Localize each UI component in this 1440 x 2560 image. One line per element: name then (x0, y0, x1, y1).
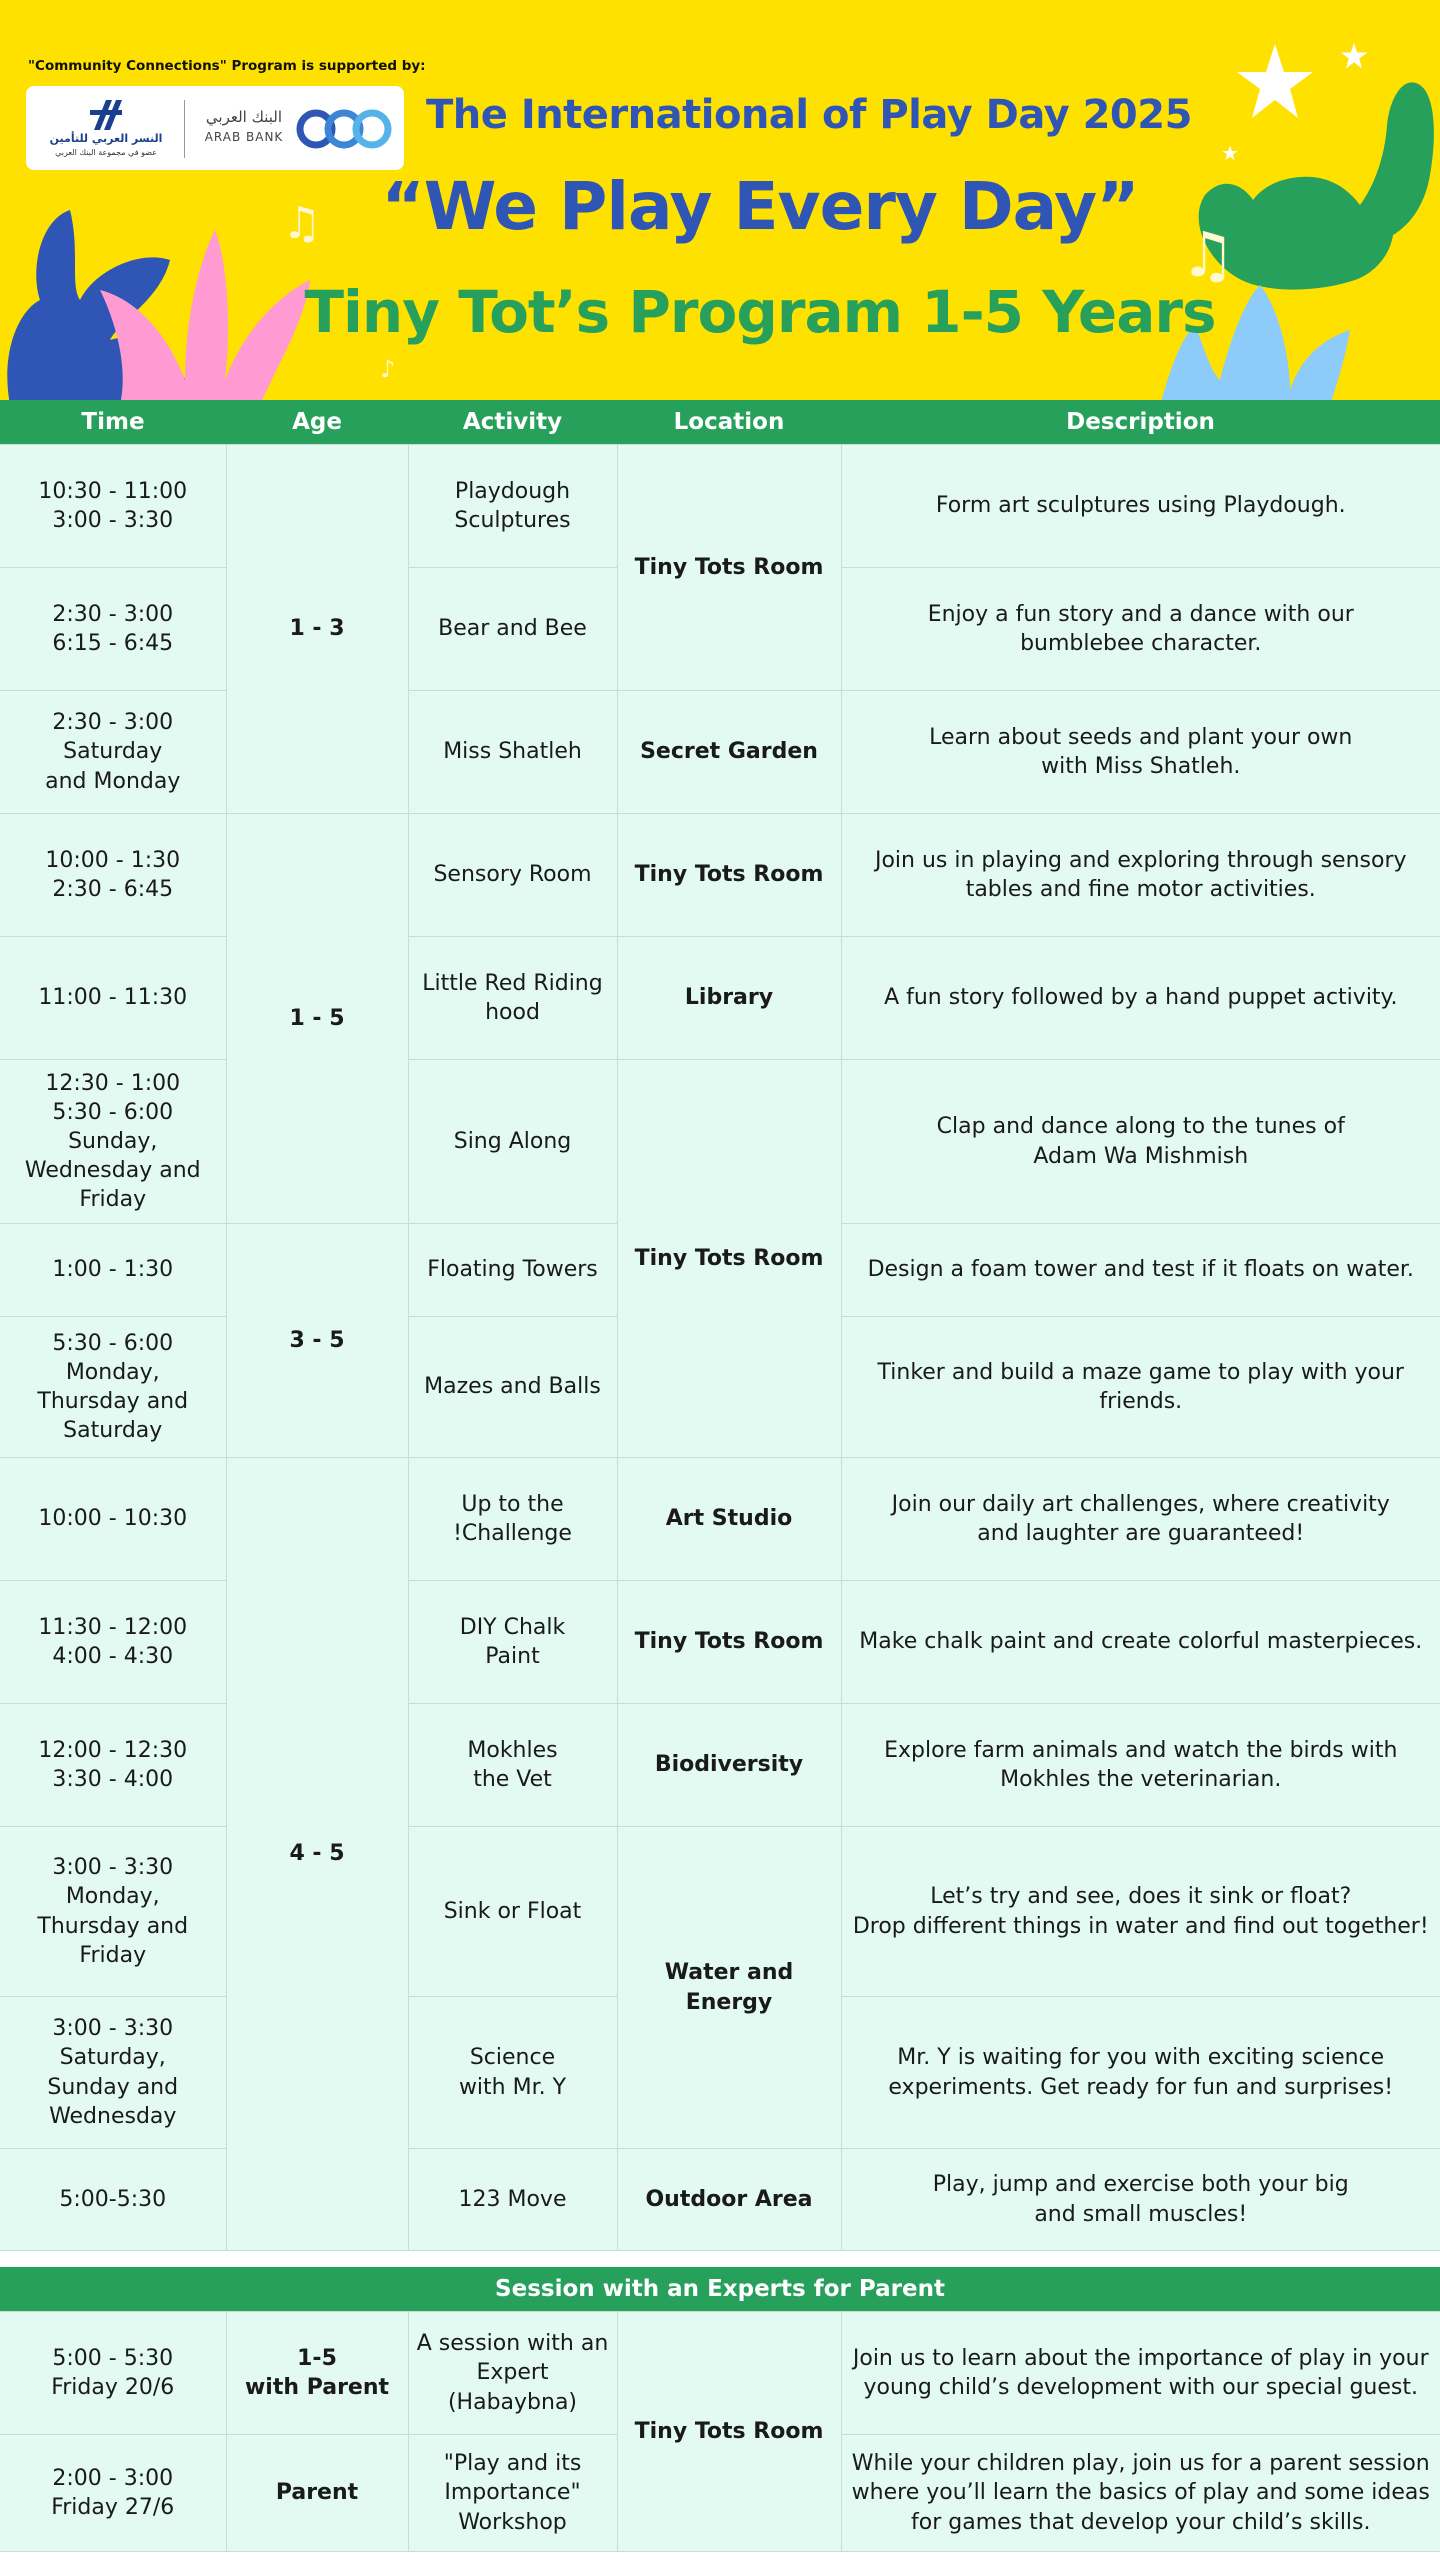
table-row (0, 1060, 1440, 1224)
location-cell: Biodiversity (617, 1704, 841, 1827)
activity-cell: DIY Chalk Paint (408, 1581, 617, 1704)
location-cell: Tiny Tots Room (617, 445, 841, 691)
description-cell: A fun story followed by a hand puppet activity. (841, 937, 1440, 1060)
arab-bank-english-name: ARAB BANK (204, 130, 284, 144)
description-cell: Play, jump and exercise both your big and small muscles! (841, 2149, 1440, 2251)
table-row (0, 691, 1440, 814)
activity-cell: Mazes and Balls (408, 1317, 617, 1458)
arab-bank-logo-icon (296, 106, 392, 152)
age-cell: 1-5 with Parent (226, 2312, 408, 2435)
activity-cell: Sink or Float (408, 1827, 617, 1997)
time-cell: 5:30 - 6:00 Monday, Thursday and Saturday (0, 1317, 226, 1458)
sponsor-logos (26, 86, 404, 170)
location-cell: Secret Garden (617, 691, 841, 814)
header-banner (0, 0, 1440, 400)
table-row (0, 2312, 1440, 2435)
age-cell: 1 - 5 (226, 814, 408, 1224)
time-cell: 2:30 - 3:00 Saturday and Monday (0, 691, 226, 814)
description-cell: Learn about seeds and plant your own with Miss Shatleh. (841, 691, 1440, 814)
activity-cell: A session with an Expert (Habaybna) (408, 2312, 617, 2435)
table-row (0, 814, 1440, 937)
activity-cell: Sensory Room (408, 814, 617, 937)
table-row (0, 937, 1440, 1060)
location-cell: Tiny Tots Room (617, 1060, 841, 1458)
star-icon (1340, 42, 1368, 70)
time-cell: 1:00 - 1:30 (0, 1224, 226, 1317)
star-icon (1222, 145, 1238, 161)
description-cell: Form art sculptures using Playdough. (841, 445, 1440, 568)
time-cell: 10:30 - 11:00 3:00 - 3:30 (0, 445, 226, 568)
star-icon (1235, 42, 1315, 122)
description-cell: Join us to learn about the importance of play in your young child’s development with our special guest. (841, 2312, 1440, 2435)
time-cell: 10:00 - 10:30 (0, 1458, 226, 1581)
age-cell: Parent (226, 2435, 408, 2552)
activity-cell: Up to the !Challenge (408, 1458, 617, 1581)
event-title: The International of Play Day 2025 (426, 92, 1192, 138)
age-cell: 4 - 5 (226, 1458, 408, 2251)
location-cell: Art Studio (617, 1458, 841, 1581)
description-cell: Clap and dance along to the tunes of Adam Wa Mishmish (841, 1060, 1440, 1224)
activity-cell: Mokhles the Vet (408, 1704, 617, 1827)
column-header-activity: Activity (408, 400, 617, 445)
activity-cell: 123 Move (408, 2149, 617, 2251)
time-cell: 11:00 - 11:30 (0, 937, 226, 1060)
slogan-title: “We Play Every Day” (381, 168, 1139, 245)
time-cell: 12:30 - 1:00 5:30 - 6:00 Sunday, Wednesday and Friday (0, 1060, 226, 1224)
table-row (0, 1704, 1440, 1827)
description-cell: Enjoy a fun story and a dance with our bumblebee character. (841, 568, 1440, 691)
insurance-arabic-name: النسر العربي للتأمين (49, 132, 163, 145)
activity-cell: Sing Along (408, 1060, 617, 1224)
table-header-row (0, 400, 1440, 445)
time-cell: 12:00 - 12:30 3:30 - 4:00 (0, 1704, 226, 1827)
time-cell: 5:00 - 5:30 Friday 20/6 (0, 2312, 226, 2435)
age-cell: 1 - 3 (226, 445, 408, 814)
section-gap (0, 2251, 1440, 2268)
music-note-icon: ♫ (1180, 218, 1236, 291)
age-cell: 3 - 5 (226, 1224, 408, 1458)
time-cell: 2:00 - 3:00 Friday 27/6 (0, 2435, 226, 2552)
activity-cell: "Play and its Importance" Workshop (408, 2435, 617, 2552)
column-header-time: Time (0, 400, 226, 445)
table-row (0, 1827, 1440, 1997)
music-note-icon: ♪ (380, 355, 396, 383)
activity-cell: Floating Towers (408, 1224, 617, 1317)
arab-bank-arabic-name: البنك العربي (205, 108, 283, 126)
sponsor-text: "Community Connections" Program is supported by: (28, 58, 426, 74)
parent-section-banner (0, 2267, 1440, 2312)
description-cell: Mr. Y is waiting for you with exciting science experiments. Get ready for fun and surprises! (841, 1997, 1440, 2149)
column-header-description: Description (841, 400, 1440, 445)
time-cell: 3:00 - 3:30 Saturday, Sunday and Wednesday (0, 1997, 226, 2149)
time-cell: 5:00-5:30 (0, 2149, 226, 2251)
table-row (0, 2149, 1440, 2251)
table-row (0, 445, 1440, 568)
column-header-location: Location (617, 400, 841, 445)
description-cell: While your children play, join us for a parent session where you’ll learn the basics of play and some ideas for games that develop your child’s skills. (841, 2435, 1440, 2552)
time-cell: 10:00 - 1:30 2:30 - 6:45 (0, 814, 226, 937)
insurance-arabic-sub: عضو في مجموعة البنك العربي (55, 148, 157, 157)
activity-cell: Playdough Sculptures (408, 445, 617, 568)
location-cell: Water and Energy (617, 1827, 841, 2149)
description-cell: Join our daily art challenges, where creativity and laughter are guaranteed! (841, 1458, 1440, 1581)
arab-orient-insurance-logo (86, 96, 126, 132)
activity-cell: Bear and Bee (408, 568, 617, 691)
time-cell: 2:30 - 3:00 6:15 - 6:45 (0, 568, 226, 691)
location-cell: Outdoor Area (617, 2149, 841, 2251)
description-cell: Design a foam tower and test if it floats on water. (841, 1224, 1440, 1317)
time-cell: 11:30 - 12:00 4:00 - 4:30 (0, 1581, 226, 1704)
schedule-table (0, 400, 1440, 2552)
table-row (0, 1458, 1440, 1581)
activity-cell: Little Red Riding hood (408, 937, 617, 1060)
location-cell: Library (617, 937, 841, 1060)
location-cell: Tiny Tots Room (617, 814, 841, 937)
description-cell: Join us in playing and exploring through sensory tables and fine motor activities. (841, 814, 1440, 937)
description-cell: Tinker and build a maze game to play with your friends. (841, 1317, 1440, 1458)
description-cell: Let’s try and see, does it sink or float? Drop different things in water and find out together! (841, 1827, 1440, 1997)
description-cell: Explore farm animals and watch the birds with Mokhles the veterinarian. (841, 1704, 1440, 1827)
music-note-icon: ♫ (282, 198, 322, 249)
activity-cell: Miss Shatleh (408, 691, 617, 814)
location-cell: Tiny Tots Room (617, 2312, 841, 2552)
time-cell: 3:00 - 3:30 Monday, Thursday and Friday (0, 1827, 226, 1997)
activity-cell: Science with Mr. Y (408, 1997, 617, 2149)
program-title: Tiny Tot’s Program 1-5 Years (304, 278, 1216, 346)
parent-banner-title: Session with an Experts for Parent (0, 2267, 1440, 2312)
location-cell: Tiny Tots Room (617, 1581, 841, 1704)
description-cell: Make chalk paint and create colorful masterpieces. (841, 1581, 1440, 1704)
table-row (0, 1581, 1440, 1704)
column-header-age: Age (226, 400, 408, 445)
